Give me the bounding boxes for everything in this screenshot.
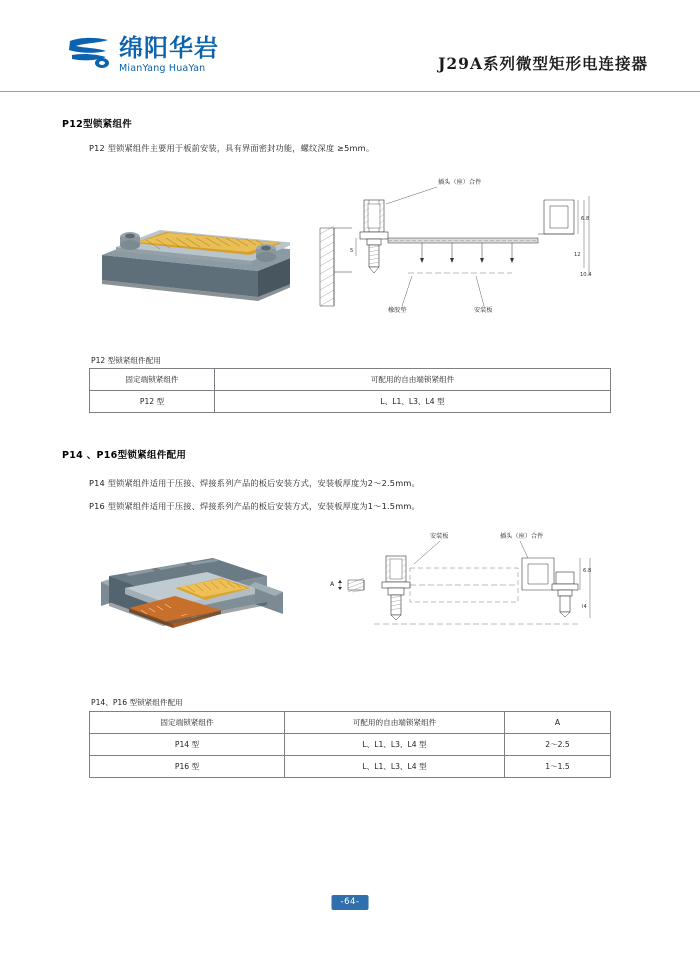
table-1-header-1: 可配用的自由端锁紧组件 <box>215 369 611 391</box>
section-2-paragraph-2: P16 型锁紧组件适用于压接、焊接系列产品的板后安装方式，安装板厚度为1～1.5mm。 <box>89 501 420 511</box>
figure-p12-connector-photo <box>90 185 290 315</box>
fig2-dim-l4: l4 <box>582 604 587 610</box>
fig1-dim-5: 5 <box>350 248 354 254</box>
table-p14-p16-pairing <box>89 711 611 778</box>
fig1-dim-10-4: 10.4 <box>580 272 592 278</box>
section-2-heading: P14 、P16型锁紧组件配用 <box>62 450 187 461</box>
table-p12-pairing <box>89 368 611 413</box>
figure-p12-cross-section <box>312 176 592 326</box>
document-title: J29A系列微型矩形电连接器 <box>438 54 648 73</box>
page-header <box>0 0 700 92</box>
table-2-caption: P14、P16 型锁紧组件配用 <box>91 698 183 707</box>
table-2-cell-1-2: 1～1.5 <box>505 756 611 778</box>
table-row <box>90 734 611 756</box>
table-2-cell-1-0: P16 型 <box>90 756 285 778</box>
table-2-header-0: 固定端锁紧组件 <box>90 712 285 734</box>
fig2-label-mounting-plate: 安装板 <box>430 533 449 540</box>
table-1-caption: P12 型锁紧组件配用 <box>91 356 161 365</box>
logo-mark-icon <box>66 36 112 70</box>
table-row <box>90 391 611 413</box>
fig2-dim-A: A <box>330 581 335 588</box>
figure-p14-cross-section <box>318 528 598 648</box>
figure-p14-connector-photo <box>95 530 295 655</box>
table-2-cell-0-1: L、L1、L3、L4 型 <box>285 734 505 756</box>
table-2-cell-0-2: 2～2.5 <box>505 734 611 756</box>
section-1-heading: P12型锁紧组件 <box>62 119 133 130</box>
table-2-cell-0-0: P14 型 <box>90 734 285 756</box>
table-1-cell-0-0: P12 型 <box>90 391 215 413</box>
table-2-header-2: A <box>505 712 611 734</box>
fig1-label-rubber-pad: 橡胶垫 <box>388 307 407 314</box>
table-row <box>90 712 611 734</box>
fig1-dim-6-8: 6.8 <box>581 216 590 222</box>
fig2-label-connector: 插头（座）合件 <box>500 533 544 540</box>
fig1-label-connector: 插头（座）合件 <box>438 179 482 186</box>
table-1-header-0: 固定端锁紧组件 <box>90 369 215 391</box>
company-logo <box>66 36 219 74</box>
fig1-label-mounting-plate: 安装板 <box>474 307 493 314</box>
table-1-cell-0-1: L、L1、L3、L4 型 <box>215 391 611 413</box>
section-1-paragraph-1: P12 型锁紧组件主要用于板前安装，具有界面密封功能，螺纹深度 ≥5mm。 <box>89 143 375 153</box>
table-2-cell-1-1: L、L1、L3、L4 型 <box>285 756 505 778</box>
logo-company-name-en: MianYang HuaYan <box>119 63 206 75</box>
section-2-paragraph-1: P14 型锁紧组件适用于压接、焊接系列产品的板后安装方式，安装板厚度为2～2.5mm。 <box>89 478 420 488</box>
table-row <box>90 756 611 778</box>
logo-company-name-cn: 绵阳华岩 <box>119 34 219 62</box>
table-row <box>90 369 611 391</box>
header-divider <box>0 91 700 92</box>
table-2-header-1: 可配用的自由端锁紧组件 <box>285 712 505 734</box>
fig1-dim-12: 12 <box>574 252 581 258</box>
fig2-dim-6-8: 6.8 <box>583 568 592 574</box>
page-number: -64- <box>332 895 369 910</box>
